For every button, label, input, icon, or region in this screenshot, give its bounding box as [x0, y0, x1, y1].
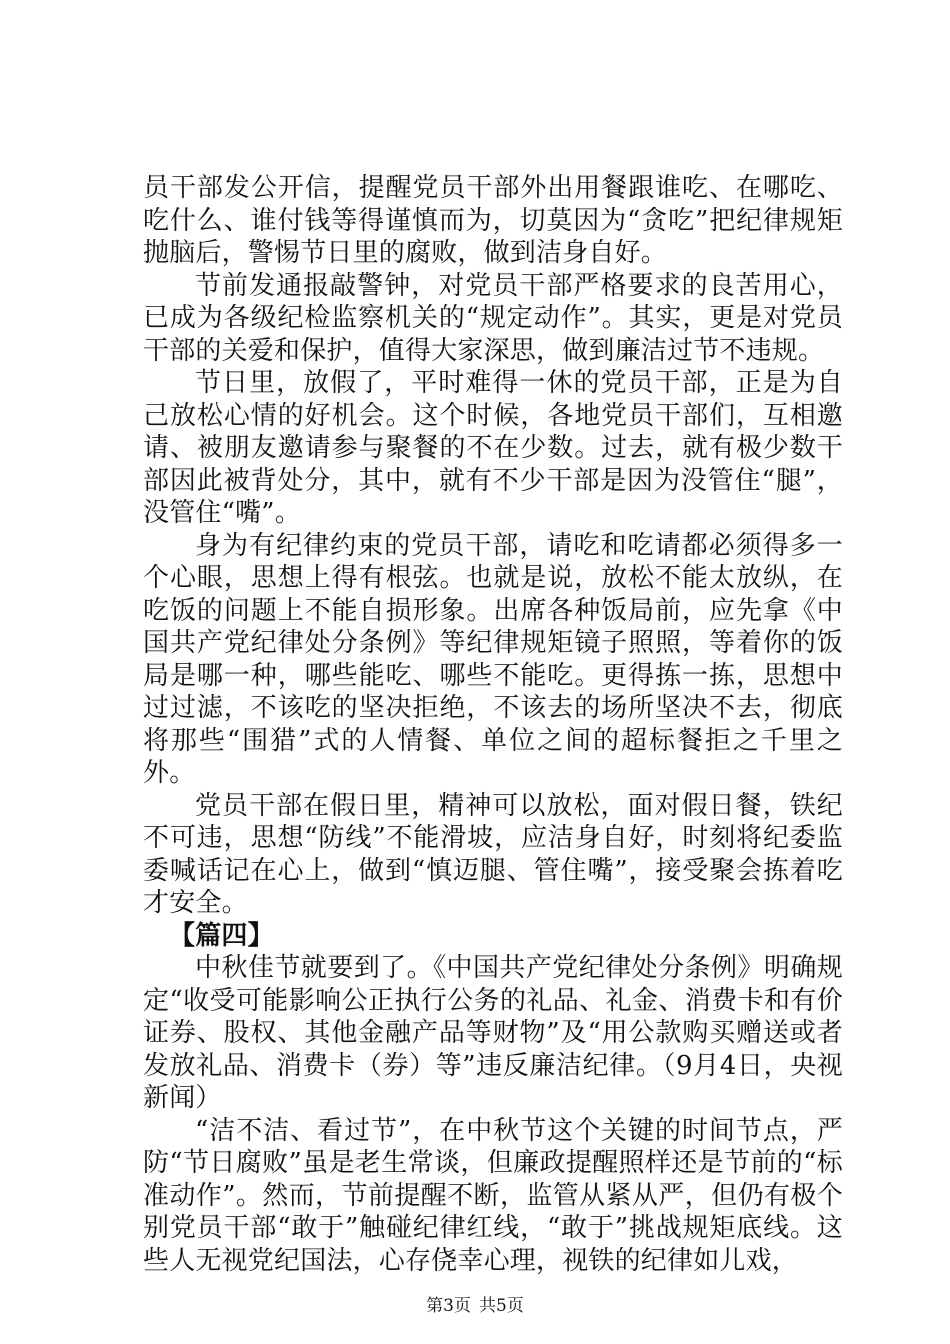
paragraph-discipline-mindset: 身为有纪律约束的党员干部，请吃和吃请都必须得多一个心眼，思想上得有根弦。也就是说，放松不能太放纵，在吃饭的问题上不能自损形象。出席各种饭局前，应先拿《中国共产党纪律处分条例》等纪律规矩镜子照照，等着你的饭局是哪一种，哪些能吃、哪些不能吃。更得拣一拣，思想中过过滤，不该吃的坚决拒绝，不该去的场所坚决不去，彻底将那些“围猎”式的人情餐、单位之间的超标餐拒之千里之外。: [143, 530, 843, 788]
paragraph-continuation: 员干部发公开信，提醒党员干部外出用餐跟谁吃、在哪吃、吃什么、谁付钱等得谨慎而为，切莫因为“贪吃”把纪律规矩抛脑后，警惕节日里的腐败，做到洁身自好。: [143, 173, 843, 268]
paragraph-clean-festival: “洁不洁、看过节”，在中秋节这个关键的时间节点，严防“节日腐败”虽是老生常谈，但廉政提醒照样还是节前的“标准动作”。然而，节前提醒不断，监管从紧从严，但仍有极个别党员干部“敢于”触碰纪律红线，“敢于”挑战规矩底线。这些人无视党纪国法，心存侥幸心理，视铁的纪律如儿戏，: [143, 1115, 843, 1276]
paragraph-notice-warning: 节前发通报敲警钟，对党员干部严格要求的良苦用心，已成为各级纪检监察机关的“规定动作”。其实，更是对党员干部的关爱和保护，值得大家深思，做到廉洁过节不违规。: [143, 270, 843, 366]
page-footer: [0, 1291, 950, 1316]
page-number-current: 第3页: [426, 1296, 471, 1316]
paragraph-holiday-relax: 节日里，放假了，平时难得一休的党员干部，正是为自己放松心情的好机会。这个时候，各地党员干部们，互相邀请、被朋友邀请参与聚餐的不在少数。过去，就有极少数干部因此被背处分，其中，就有不少干部是因为没管住“腿”，没管住“嘴”。: [143, 368, 843, 528]
section-heading-part-four: 【篇四】: [169, 920, 274, 951]
document-body: [143, 172, 843, 1277]
paragraph-holiday-conclusion: 党员干部在假日里，精神可以放松，面对假日餐，铁纪不可违，思想“防线”不能滑坡，应洁身自好，时刻将纪委监委喊话记在心上，做到“慎迈腿、管住嘴”，接受聚会拣着吃才安全。: [143, 790, 843, 918]
page-number-total: 共5页: [479, 1296, 524, 1316]
paragraph-mid-autumn-rules: 中秋佳节就要到了。《中国共产党纪律处分条例》明确规定“收受可能影响公正执行公务的礼品、礼金、消费卡和有价证券、股权、其他金融产品等财物”及“用公款购买赠送或者发放礼品、消费卡（券）等”违反廉洁纪律。（9月4日，央视新闻）: [143, 953, 843, 1113]
